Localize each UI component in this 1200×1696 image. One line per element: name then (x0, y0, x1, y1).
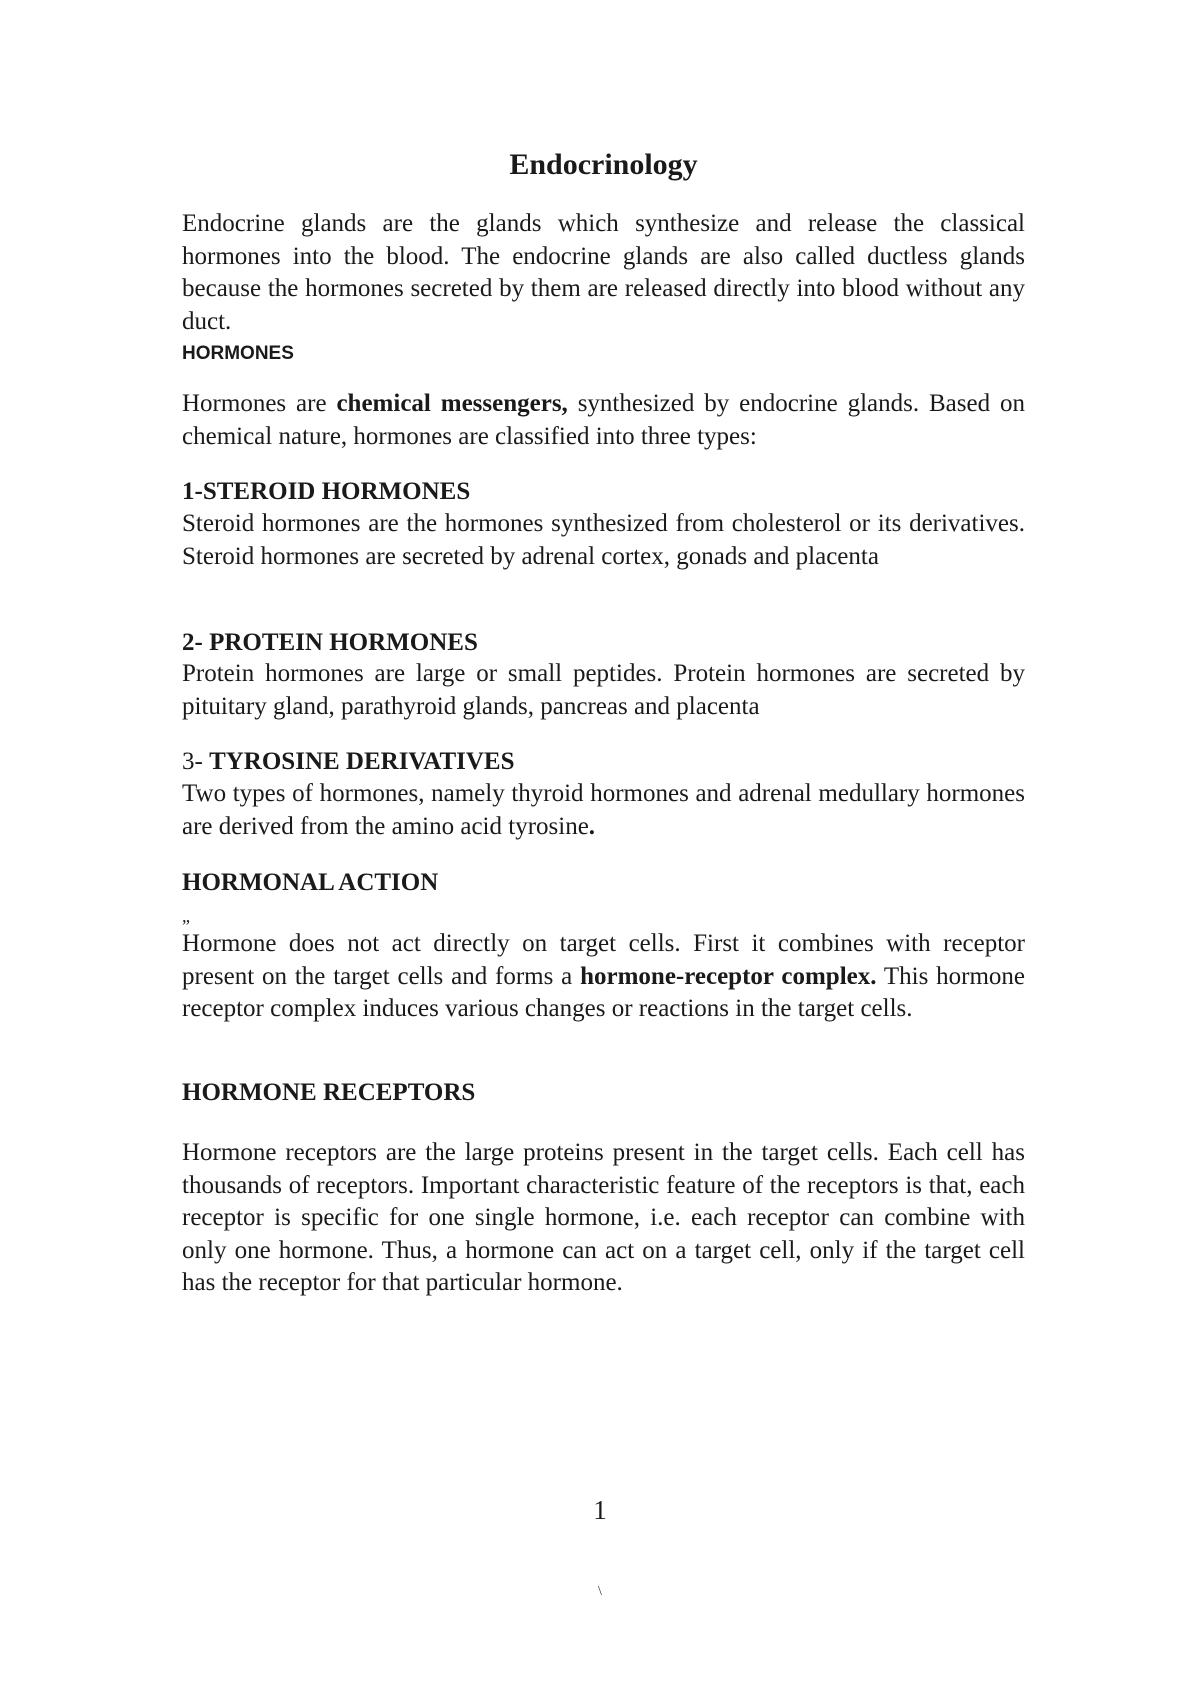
hormone-receptors-paragraph: Hormone receptors are the large proteins present in the target cells. Each cell has thousands of receptors. Important characteristic feature of the receptors is that, each receptor is specific for one single hormone, i.e. each receptor can combine with only one hormone. Thus, a hormone can act on a target cell, only if the target cell has the receptor for that particular hormone. (182, 1139, 1025, 1296)
tyrosine-paragraph (182, 778, 1025, 843)
tyrosine-heading-text: TYROSINE DERIVATIVES (209, 748, 515, 775)
tyrosine-heading-number: 3- (182, 748, 210, 775)
hormone-receptors-heading: HORMONE RECEPTORS (182, 1079, 476, 1106)
action-mark: „ (182, 906, 190, 926)
steroid-paragraph: Steroid hormones are the hormones synthesized from cholesterol or its derivatives. Steroid hormones are secreted by adrenal cortex, gonads and placenta (182, 510, 1025, 570)
hormones-text-start: Hormones are (182, 390, 337, 417)
tyrosine-text: Two types of hormones, namely thyroid hormones and adrenal medullary hormones are derived from the amino acid tyrosine (182, 780, 1025, 840)
action-bold-term: hormone-receptor complex. (580, 962, 877, 990)
hormonal-action-heading: HORMONAL ACTION (182, 869, 439, 896)
tyrosine-text-end: . (588, 812, 596, 840)
tyrosine-heading (182, 746, 515, 778)
hormonal-action-paragraph (182, 928, 1025, 1026)
protein-paragraph: Protein hormones are large or small peptides. Protein hormones are secreted by pituitary gland, parathyroid glands, pancreas and placenta (182, 660, 1025, 720)
intro-paragraph: Endocrine glands are the glands which synthesize and release the classical hormones into the blood. The endocrine glands are also called ductless glands because the hormones secreted by them are released directly into blood without any duct. (182, 210, 1025, 335)
hormones-heading: HORMONES (182, 343, 294, 364)
page-title: Endocrinology (509, 148, 698, 181)
steroid-heading: 1-STEROID HORMONES (182, 478, 471, 505)
action-text-end: This hormone receptor complex induces various changes or reactions in the target cells. (182, 962, 1026, 1022)
hormones-paragraph (182, 388, 1025, 453)
action-text-start: Hormone does not act directly on target cells. First it combines with receptor present on the target cells and forms a (182, 930, 1025, 990)
hormones-bold-term: chemical messengers, (336, 390, 568, 417)
hormones-text-end: synthesized by endocrine glands. Based on chemical nature, hormones are classified into three types: (182, 390, 1025, 450)
page-number: 1 (593, 1495, 607, 1525)
footer-mark: \ (598, 1584, 602, 1599)
protein-heading: 2- PROTEIN HORMONES (182, 629, 478, 656)
